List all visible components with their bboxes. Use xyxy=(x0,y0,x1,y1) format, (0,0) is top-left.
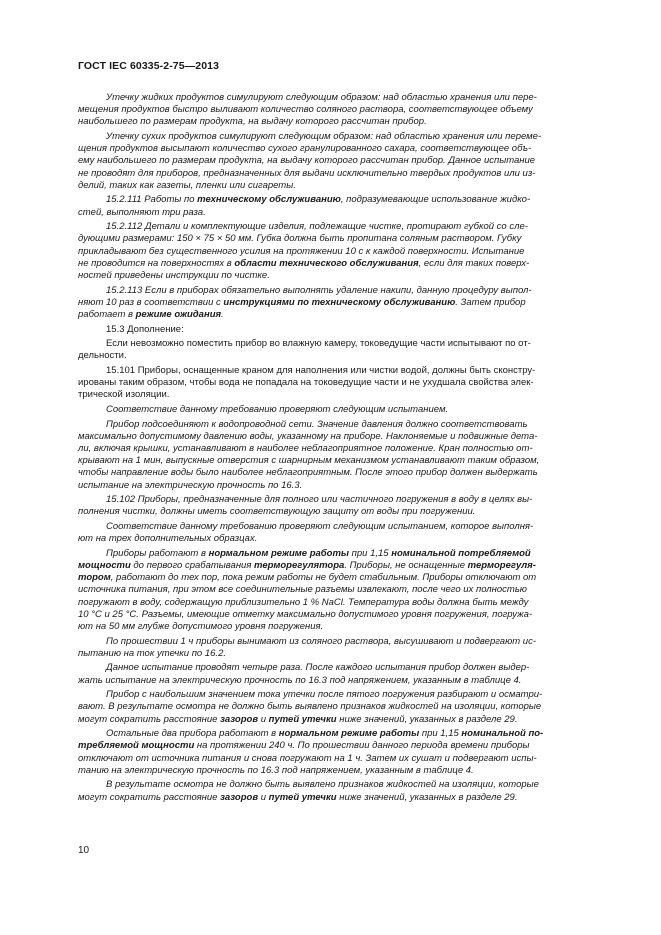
text-line xyxy=(78,480,596,492)
text-line xyxy=(78,419,596,431)
text-line xyxy=(78,404,596,416)
text-run: 10 °С и 25 °С. Разъемы, имеющие отметку максимально допустимого уровня погружения, погружа- xyxy=(78,608,533,620)
text-line xyxy=(78,431,596,443)
defined-term: зазоров xyxy=(220,713,259,725)
text-line xyxy=(78,548,596,560)
text-run: дующими размерами: 150 × 75 × 50 мм. Губка должна быть пропитана соляным раствором. Губку xyxy=(78,233,522,245)
text-line xyxy=(78,233,596,245)
text-run: , работают до тех пор, пока режим работы не будет стабильным. Приборы отключают от xyxy=(110,572,537,584)
defined-term: инструкциями по техническому обслуживанию xyxy=(223,296,456,308)
text-line xyxy=(78,584,596,596)
text-run: наибольшего по размерам продукта, на выдачу которого рассчитан прибор. xyxy=(78,116,427,128)
defined-term: области технического обслуживания xyxy=(234,257,419,269)
text-line xyxy=(78,324,596,336)
text-line xyxy=(78,662,596,674)
paragraph xyxy=(78,521,596,545)
paragraph xyxy=(78,779,596,803)
text-run: По прошествии 1 ч приборы вынимают из соляного раствора, высушивают и подвергают ис- xyxy=(106,635,536,647)
defined-term: путей утечки xyxy=(268,713,337,725)
text-line xyxy=(78,740,596,752)
text-run: источника питания, при этом все соединительные разъемы извлекают, после чего их полностью xyxy=(78,584,527,596)
text-run: отключают от источника питания и снова погружают на 1 ч. Затем их сушат и подвергают испы- xyxy=(78,752,537,764)
text-run: и xyxy=(258,791,269,803)
text-run: крывают на 1 мин, выпускные отверстия с шарнирным механизмом устанавливают таким образом, xyxy=(78,455,540,467)
text-run: , если для таких поверх- xyxy=(418,257,530,269)
text-line xyxy=(78,365,596,377)
text-run: Если невозможно поместить прибор во влажную камеру, токоведущие части испытывают по от- xyxy=(106,338,531,350)
text-line xyxy=(78,377,596,389)
document-body xyxy=(78,92,596,806)
text-run: 15.2.111 Работы по xyxy=(106,194,198,206)
text-run: трической изоляции. xyxy=(78,389,170,401)
defined-term: тором xyxy=(78,572,111,584)
text-run: Утечку сухих продуктов симулируют следующим образом: над областью хранения или переме- xyxy=(106,131,542,142)
text-line xyxy=(78,258,596,270)
text-run: Утечку жидких продуктов симулируют следующим образом: над областью хранения или пере- xyxy=(106,92,537,103)
text-run: 15.101 Приборы, оснащенные краном для наполнения или чистки водой, должны быть сконстру- xyxy=(106,365,536,376)
defined-term: мощности xyxy=(78,560,131,571)
text-run: при 1,15 xyxy=(349,547,392,559)
defined-term: требляемой мощности xyxy=(78,740,195,752)
text-line xyxy=(78,675,596,687)
page-number: 10 xyxy=(78,845,90,856)
paragraph xyxy=(78,689,596,726)
defined-term: зазоров xyxy=(220,791,259,803)
text-run: Приборы работают в xyxy=(106,547,209,559)
paragraph xyxy=(78,662,596,686)
text-run: на протяжении 240 ч. По прошествии данного периода времени приборы xyxy=(194,740,530,752)
paragraph xyxy=(78,92,596,129)
paragraph xyxy=(78,636,596,660)
text-run: полнения чистки, должны иметь соответствующую защиту от воды при погружении. xyxy=(78,506,476,518)
text-line xyxy=(78,597,596,609)
text-run: Соответствие данному требованию проверяют следующим испытанием, которое выполня- xyxy=(106,521,534,532)
defined-term: нормальном режиме работы xyxy=(278,728,420,740)
text-line xyxy=(78,338,596,350)
text-run: и xyxy=(258,713,269,725)
text-line xyxy=(78,506,596,518)
text-run: , подразумевающие использование жидко- xyxy=(340,194,531,206)
text-run: Прибор подсоединяют к водопроводной сети. Значение давления должно соответствовать xyxy=(106,418,528,430)
text-run: до первого срабатывания xyxy=(130,560,255,571)
text-run: ностей приведены инструкции по чистке. xyxy=(78,270,270,282)
text-line xyxy=(78,104,596,116)
text-run: Соответствие данному требованию проверяют следующим испытанием. xyxy=(106,404,449,415)
text-run: не проводят для приборов, предназначенных для выдачи исключительно твердых продуктов или из- xyxy=(78,167,536,179)
text-run: Остальные два прибора работают в xyxy=(106,728,279,740)
text-run: Прибор с наибольшим значением тока утечки после пятого погружения разбирают и осматри- xyxy=(106,689,543,701)
text-line xyxy=(78,560,596,572)
text-run: могут сократить расстояние xyxy=(78,791,221,803)
text-line xyxy=(78,467,596,479)
text-line xyxy=(78,621,596,633)
defined-term: нормальном режиме работы xyxy=(208,547,350,559)
document-header xyxy=(78,60,219,72)
paragraph xyxy=(78,221,596,282)
text-line xyxy=(78,143,596,155)
paragraph xyxy=(78,131,596,192)
text-line xyxy=(78,609,596,621)
text-run: работает в xyxy=(78,309,136,321)
text-run: прикладывают без существенного усилия на протяжении 10 с к каждой поверхности. Испытание xyxy=(78,245,525,257)
standard-code: ГОСТ IEC 60335-2-75—2013 xyxy=(78,60,220,72)
text-run: . Приборы, не оснащенные xyxy=(344,560,468,571)
text-line xyxy=(78,116,596,128)
defined-term: номинальной потребляемой xyxy=(391,547,531,559)
paragraph xyxy=(78,728,596,777)
text-run: дельности. xyxy=(78,350,127,362)
text-run: мещения продуктов быстро выливают количество соляного раствора, соответствующее объему xyxy=(78,104,533,116)
paragraph xyxy=(78,548,596,633)
text-line xyxy=(78,701,596,713)
text-run: танию на электрическую прочность по 16.3 под напряжением, указанным в таблице 4. xyxy=(78,764,474,776)
text-line xyxy=(78,297,596,309)
text-line xyxy=(78,155,596,167)
text-line xyxy=(78,246,596,258)
text-run: максимально допустимому давлению воды, указанному на приборе. Наклоняемые и подвижные дета- xyxy=(78,430,538,442)
text-run: чтобы направление воды было наиболее неблагоприятным. После этого прибор должен выдержать xyxy=(78,467,538,479)
text-line xyxy=(78,350,596,362)
text-line xyxy=(78,455,596,467)
text-run: 15.2.113 Если в приборах обязательно выполнять удаление накипи, данную процедуру выпол- xyxy=(106,284,532,296)
paragraph xyxy=(78,324,596,336)
text-line xyxy=(78,728,596,740)
text-line xyxy=(78,494,596,506)
text-line xyxy=(78,714,596,726)
text-run: Данное испытание проводят четыре раза. После каждого испытания прибор должен выдер- xyxy=(106,662,530,674)
text-line xyxy=(78,689,596,701)
text-run: щения продуктов высыпают количество сухого гранулированного сахара, соответствующее объ- xyxy=(78,143,532,155)
text-line xyxy=(78,443,596,455)
text-run: вают. В результате осмотра не должно быть выявлено признаков жидкостей на изоляции, которые xyxy=(78,701,542,713)
text-run: делий, таких как газеты, пленки или сигареты. xyxy=(78,179,296,191)
text-line xyxy=(78,285,596,297)
defined-term: режиме ожидания xyxy=(135,309,222,321)
text-run: В результате осмотра не должно быть выявлено признаков жидкостей на изоляции, которые xyxy=(106,779,539,791)
text-run: . xyxy=(221,309,224,321)
defined-term: терморегуля- xyxy=(467,560,536,571)
paragraph xyxy=(78,494,596,518)
text-run: 15.102 Приборы, предназначенные для полного или частичного погружения в воду в целях вы- xyxy=(106,494,533,506)
paragraph xyxy=(78,338,596,362)
text-line xyxy=(78,572,596,584)
text-line xyxy=(78,221,596,233)
text-run: ниже значений, указанных в разделе 29. xyxy=(336,791,518,803)
text-line xyxy=(78,533,596,545)
paragraph xyxy=(78,365,596,402)
paragraph xyxy=(78,285,596,322)
paragraph xyxy=(78,194,596,218)
text-run: погружают в воду, содержащую приблизительно 1 % NaCl. Температура воды должна быть между xyxy=(78,596,529,608)
text-line xyxy=(78,779,596,791)
text-line xyxy=(78,792,596,804)
defined-term: терморегулятора xyxy=(254,560,345,571)
text-run: ли, включая крышки, устанавливают в наиболее неблагоприятное положение. Кран полностью от- xyxy=(78,443,533,454)
text-run: . Затем прибор xyxy=(455,296,526,308)
text-line xyxy=(78,180,596,192)
text-line xyxy=(78,648,596,660)
text-run: пытанию на ток утечки по 16.2. xyxy=(78,647,226,659)
text-run: 15.2.112 Детали и комплектующие изделия, подлежащие чистке, протирают губкой со сле- xyxy=(106,221,528,233)
text-line xyxy=(78,753,596,765)
paragraph xyxy=(78,419,596,492)
text-run: ют на 50 мм глубже допустимого уровня погружения. xyxy=(78,621,324,633)
text-run: няют 10 раз в соответствии с xyxy=(78,296,224,308)
defined-term: номинальной по- xyxy=(461,728,544,740)
text-run: ниже значений, указанных в разделе 29. xyxy=(336,713,518,725)
text-line xyxy=(78,194,596,206)
text-run: ют на трех дополнительных образцах. xyxy=(78,533,258,545)
text-line xyxy=(78,270,596,282)
text-line xyxy=(78,765,596,777)
text-run: ированы таким образом, чтобы вода не попадала на токоведущие части и не ухудшала свойства элек- xyxy=(78,377,534,389)
text-line xyxy=(78,389,596,401)
defined-term: путей утечки xyxy=(268,791,337,803)
text-run: могут сократить расстояние xyxy=(78,713,221,725)
text-run: не проводится на поверхностях в xyxy=(78,257,235,269)
text-line xyxy=(78,309,596,321)
text-line xyxy=(78,92,596,104)
text-line xyxy=(78,207,596,219)
paragraph xyxy=(78,404,596,416)
text-run: ему наибольшего по размерам продукта, на выдачу которого рассчитан прибор. Данное испытание xyxy=(78,155,536,167)
text-line xyxy=(78,131,596,143)
text-run: испытание на электрическую прочность по 16.3. xyxy=(78,479,303,491)
text-line xyxy=(78,521,596,533)
text-line xyxy=(78,168,596,180)
text-run: при 1,15 xyxy=(419,728,462,740)
defined-term: техническому обслуживанию xyxy=(197,194,341,206)
text-run: 15.3 Дополнение: xyxy=(106,323,184,335)
text-run: жать испытание на электрическую прочность по 16.3 под напряжением, указанным в таблице 4. xyxy=(78,674,522,686)
text-line xyxy=(78,636,596,648)
text-run: стей, выполняют три раза. xyxy=(78,206,206,218)
